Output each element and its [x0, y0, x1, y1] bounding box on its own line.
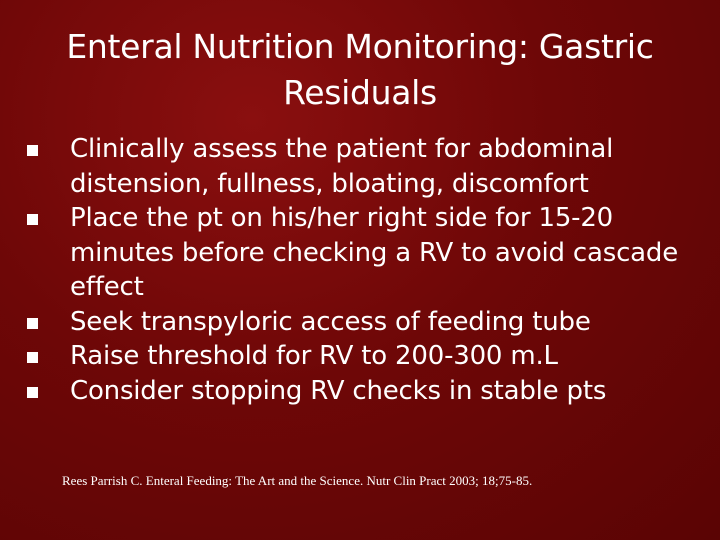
bullet-item — [22, 374, 702, 409]
bullet-text: Raise threshold for RV to 200-300 m.L — [70, 341, 558, 371]
square-bullet-icon — [27, 145, 38, 156]
citation: Rees Parrish C. Enteral Feeding: The Art and the Science. Nutr Clin Pract 2003; 18;75-85. — [62, 473, 533, 488]
bullet-item — [22, 305, 702, 340]
bullet-item — [22, 201, 702, 305]
square-bullet-icon — [27, 387, 38, 398]
bullet-text: Consider stopping RV checks in stable pts — [70, 375, 607, 406]
bullet-text: Seek transpyloric access of feeding tube — [70, 306, 591, 337]
square-bullet-icon — [27, 352, 38, 363]
bullet-text: Clinically assess the patient for abdominal distension, fullness, bloating, discomfort — [70, 134, 614, 199]
bullet-text: Place the pt on his/her right side for 15-20 minutes before checking a RV to avoid cascade effect — [70, 203, 679, 302]
square-bullet-icon — [27, 318, 38, 329]
slide-title: Enteral Nutrition Monitoring: Gastric Residuals — [66, 27, 654, 112]
square-bullet-icon — [27, 214, 38, 225]
bullet-item — [22, 339, 702, 374]
bullet-list — [22, 132, 702, 408]
bullet-item — [22, 132, 702, 201]
